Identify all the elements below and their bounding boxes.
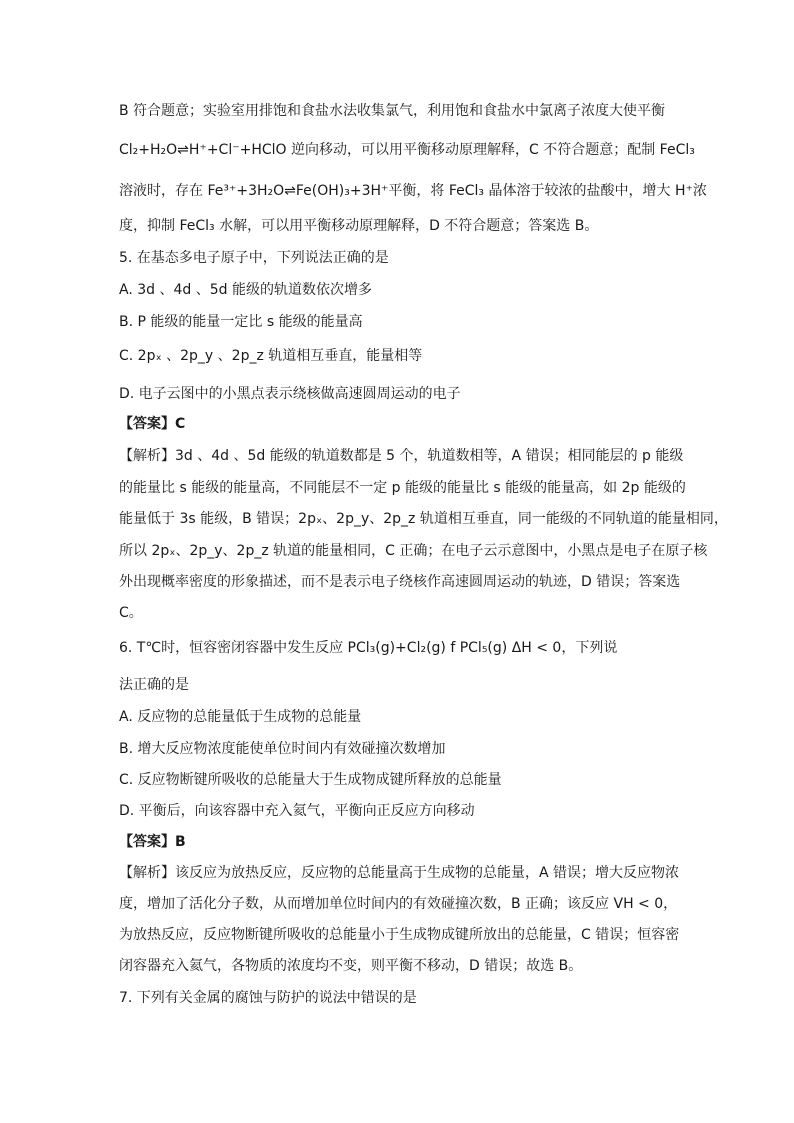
q5-option-b: B. P 能级的能量一定比 s 能级的能量高 (119, 314, 363, 330)
q6-option-d: D. 平衡后，向该容器中充入氦气，平衡向正反应方向移动 (119, 803, 475, 819)
q5-explanation-line-2: 的能量比 s 能级的能量高，不同能层不一定 p 能级的能量比 s 能级的能量高，如 2p 能级的 (119, 480, 686, 496)
q6-stem-line-1: 6. T℃时，恒容密闭容器中发生反应 PCl₃(g)+Cl₂(g) f PCl₅(g) ΔH < 0，下列说 (119, 640, 618, 656)
q5-answer: 【答案】C (119, 416, 186, 432)
q6-option-c: C. 反应物断键所吸收的总能量大于生成物成键所释放的总能量 (119, 772, 502, 788)
q6-stem-line-2: 法正确的是 (119, 677, 189, 693)
q4-explanation-line-2: Cl₂+H₂O⇌H⁺+Cl⁻+HClO 逆向移动，可以用平衡移动原理解释，C 不符合题意；配制 FeCl₃ (119, 142, 695, 158)
q6-explanation-line-2: 度，增加了活化分子数，从而增加单位时间内的有效碰撞次数，B 正确；该反应 VH < 0， (119, 896, 678, 912)
q5-explanation-line-4: 所以 2pₓ、2p_y、2p_z 轨道的能量相同，C 正确；在电子云示意图中，小黑点是电子在原子核 (119, 543, 708, 559)
q5-explanation-line-3: 能量低于 3s 能级，B 错误；2pₓ、2p_y、2p_z 轨道相互垂直，同一能级的不同轨道的能量相同， (119, 511, 728, 527)
q6-explanation-line-3: 为放热反应，反应物断键所吸收的总能量小于生成物成键所放出的总能量，C 错误；恒容密 (119, 927, 680, 943)
q4-explanation-line-3: 溶液时，存在 Fe³⁺+3H₂O⇌Fe(OH)₃+3H⁺平衡，将 FeCl₃ 晶体溶于较浓的盐酸中，增大 H⁺浓 (119, 183, 707, 199)
q5-explanation-line-6: C。 (119, 605, 143, 621)
q7-stem: 7. 下列有关金属的腐蚀与防护的说法中错误的是 (119, 990, 417, 1006)
q6-explanation-line-4: 闭容器充入氦气，各物质的浓度均不变，则平衡不移动，D 错误；故选 B。 (119, 958, 583, 974)
q4-explanation-line-4: 度，抑制 FeCl₃ 水解，可以用平衡移动原理解释，D 不符合题意；答案选 B。 (119, 218, 599, 234)
q5-explanation-line-1: 【解析】3d 、4d 、5d 能级的轨道数都是 5 个，轨道数相等，A 错误；相同能层的 p 能级 (119, 448, 684, 464)
q6-explanation-line-1: 【解析】该反应为放热反应，反应物的总能量高于生成物的总能量，A 错误；增大反应物浓 (119, 865, 680, 881)
q5-explanation-line-5: 外出现概率密度的形象描述，而不是表示电子绕核作高速圆周运动的轨迹，D 错误；答案选 (119, 574, 681, 590)
q6-answer: 【答案】B (119, 834, 186, 850)
q5-option-a: A. 3d 、4d 、5d 能级的轨道数依次增多 (119, 282, 372, 298)
q5-option-d: D. 电子云图中的小黑点表示绕核做高速圆周运动的电子 (119, 386, 461, 402)
q5-option-c: C. 2pₓ 、2p_y 、2p_z 轨道相互垂直，能量相等 (119, 348, 423, 364)
q6-option-a: A. 反应物的总能量低于生成物的总能量 (119, 709, 362, 725)
q6-option-b: B. 增大反应物浓度能使单位时间内有效碰撞次数增加 (119, 741, 446, 757)
q5-stem: 5. 在基态多电子原子中，下列说法正确的是 (119, 250, 389, 266)
q4-explanation-line-1: B 符合题意；实验室用排饱和食盐水法收集氯气，利用饱和食盐水中氯离子浓度大使平衡 (119, 103, 666, 119)
